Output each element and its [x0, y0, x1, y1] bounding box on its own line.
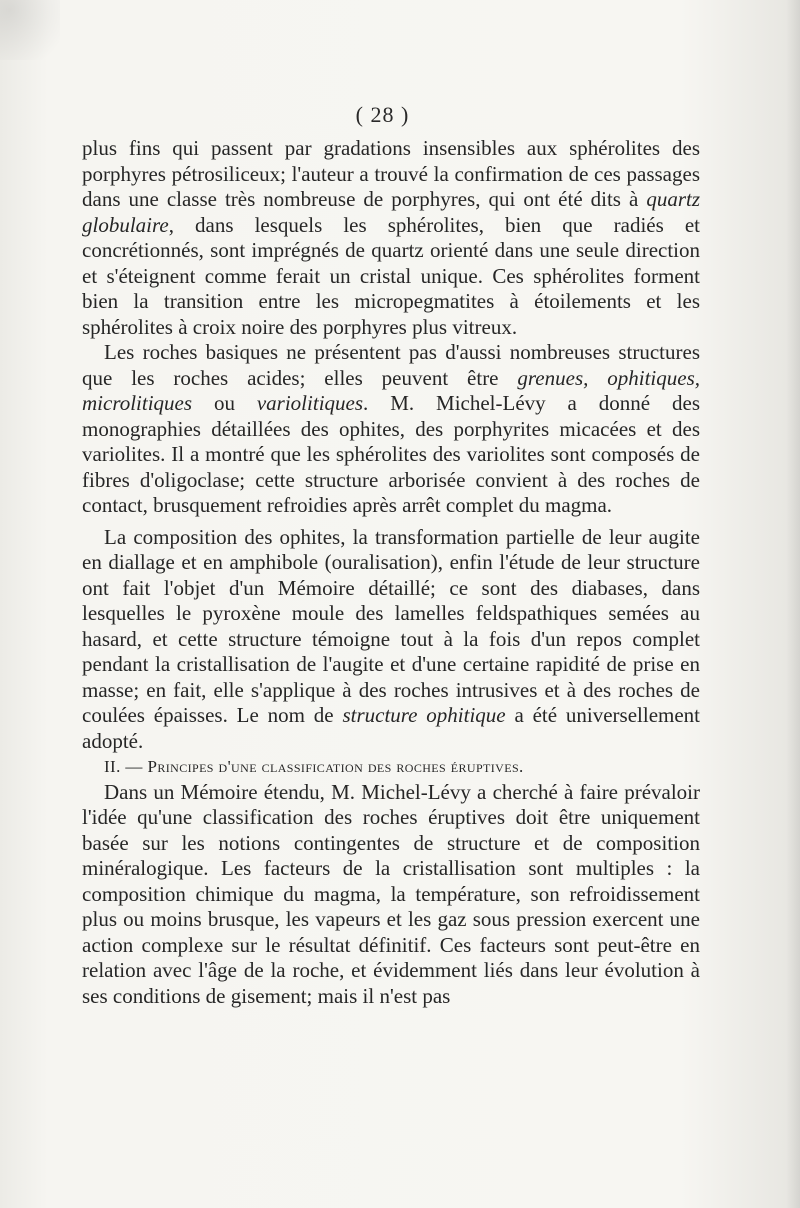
section-heading — [82, 754, 700, 780]
paragraph-3-italic-term: structure ophitique — [342, 703, 506, 727]
page-stain — [0, 0, 60, 60]
page-edge-shadow — [786, 0, 800, 1208]
paragraph-2-text-b: ou — [192, 391, 257, 415]
paragraph-1 — [82, 136, 700, 340]
page-number: ( 28 ) — [355, 102, 410, 127]
body-text — [82, 136, 700, 1009]
paragraph-2-italic-term-2: variolitiques — [256, 391, 364, 415]
paragraph-1-italic-term: quartz globulaire — [82, 187, 700, 237]
paragraph-3-text-b: a été universellement adopté. — [82, 703, 701, 753]
paragraph-3 — [82, 525, 700, 755]
paragraph-3-text-a: La composition des ophites, la transformation partielle de leur augite en diallage et en amphibole (ouralisation), enfin l'étude de leur structure ont fait l'objet d'un Mémoire détaillé; ce sont des diabases, dans lesquelles le pyroxène moule des lamelles feldspathiques semées au hasard, et cette structure témoigne tout à la fois d'un repos complet pendant la cristallisation de l'augite et d'une certaine rapidité de prise en masse; en fait, elle s'applique à des roches intrusives et à des roches de coulées épaisses. Le nom de — [82, 524, 700, 727]
paragraph-1-text-a: plus fins qui passent par gradations insensibles aux sphérolites des porphyres pétrosiliceux; l'auteur a trouvé la confirmation de ces passages dans une classe très nombreuse de porphyres, qui ont été dits à — [82, 136, 700, 211]
section-numeral: II. — — [104, 757, 148, 776]
paragraph-4: Dans un Mémoire étendu, M. Michel-Lévy a cherché à faire prévaloir l'idée qu'une classification des roches éruptives doit être uniquement basée sur les notions contingentes de structure et de composition minéralogique. Les facteurs de la cristallisation sont multiples : la composition chimique du magma, la température, son refroidissement plus ou moins brusque, les vapeurs et les gaz sous pression exercent une action complexe sur le résultat définitif. Ces facteurs sont peut-être en relation avec l'âge de la roche, et évidemment liés dans leur évolution à ses conditions de gisement; mais il n'est pas — [82, 779, 700, 1008]
section-title: Principes d'une classification des roches éruptives. — [147, 757, 524, 776]
paragraph-2-text-a: Les roches basiques ne présentent pas d'aussi nombreuses structures que les roches acides; elles peuvent être — [82, 340, 700, 390]
paragraph-2-text-c: . M. Michel-Lévy a donné des monographies détaillées des ophites, des porphyrites micacées et des variolites. Il a montré que les sphérolites des variolites sont composés de fibres d'oligoclase; cette structure arborisée convient à des roches de contact, brusquement refroidies après arrêt complet du magma. — [82, 391, 700, 517]
paragraph-1-text-b: , dans lesquels les sphérolites, bien que radiés et concrétionnés, sont imprégnés de quartz orienté dans une seule direction et s'éteignent comme ferait un cristal unique. Ces sphérolites forment bien la transition entre les micropegmatites à étoilements et les sphérolites à croix noire des porphyres plus vitreux. — [82, 212, 700, 339]
paragraph-2-italic-terms: grenues, ophitiques, microlitiques — [82, 365, 700, 415]
paragraph-2 — [82, 340, 700, 519]
